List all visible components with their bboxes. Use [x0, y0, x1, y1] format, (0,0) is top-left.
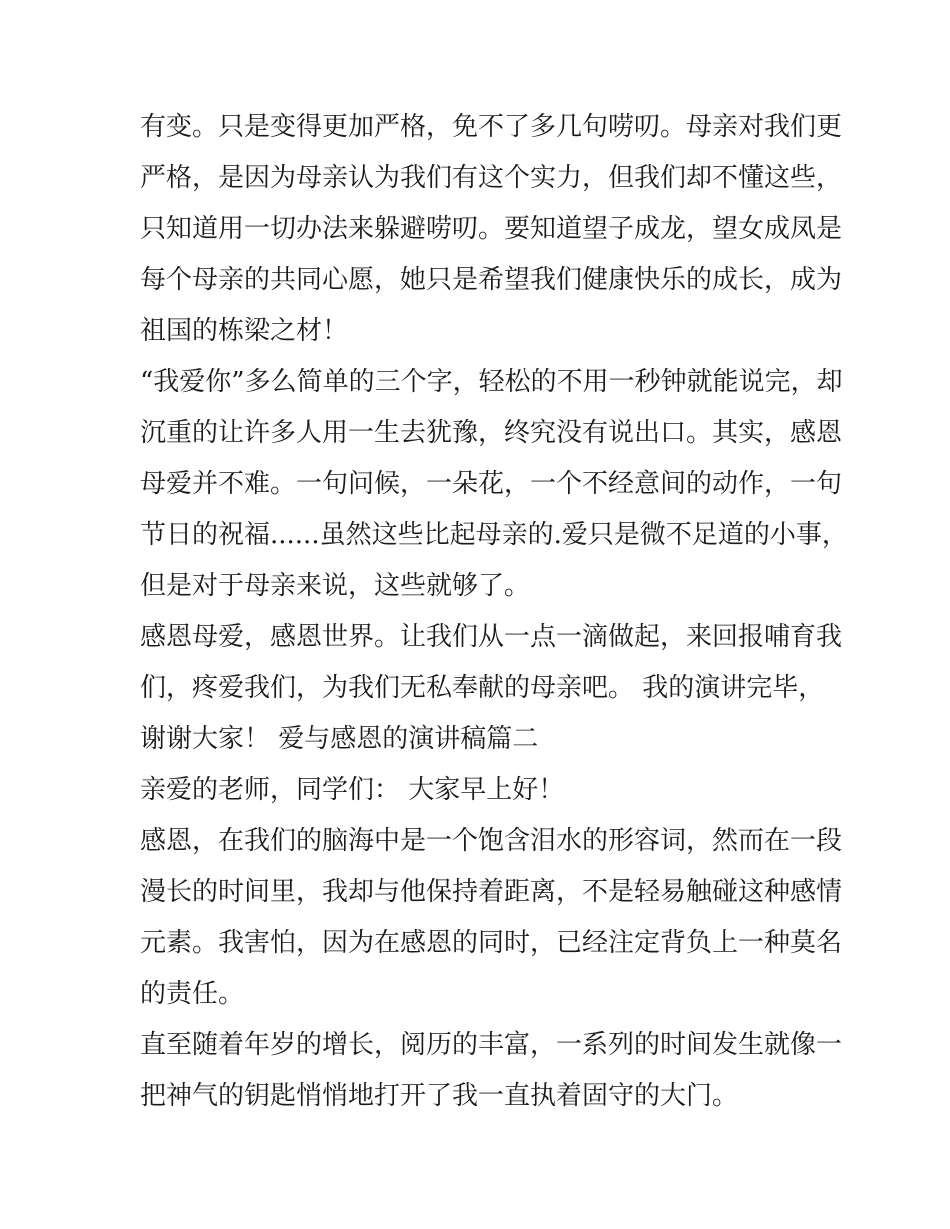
text-line-20: 把神气的钥匙悄悄地打开了我一直执着固守的大门。 [140, 1081, 739, 1111]
text-line-19: 直至随着年岁的增长，阅历的丰富，一系列的时间发生就像一 [140, 1030, 843, 1060]
text-line-14: 亲爱的老师，同学们： 大家早上好！ [140, 775, 565, 805]
text-line-13: 谢谢大家！ 爱与感恩的演讲稿篇二 [140, 724, 539, 754]
text-line-10: 但是对于母亲来说，这些就够了。 [140, 571, 531, 601]
text-line-6: “我爱你”多么简单的三个字，轻松的不用一秒钟就能说完，却 [140, 367, 843, 397]
text-line-3: 只知道用一切办法来躲避唠叨。要知道望子成龙，望女成凤是 [140, 214, 843, 244]
text-line-7: 沉重的让许多人用一生去犹豫，终究没有说出口。其实，感恩 [140, 418, 843, 448]
text-line-17: 元素。我害怕，因为在感恩的同时，已经注定背负上一种莫名 [140, 928, 843, 958]
text-line-16: 漫长的时间里，我却与他保持着距离，不是轻易触碰这种感情 [140, 877, 843, 907]
text-line-11: 感恩母爱，感恩世界。让我们从一点一滴做起，来回报哺育我 [140, 622, 843, 652]
text-line-1: 有变。只是变得更加严格，免不了多几句唠叨。母亲对我们更 [140, 112, 843, 142]
document-body [140, 102, 848, 1122]
text-line-4: 每个母亲的共同心愿，她只是希望我们健康快乐的成长，成为 [140, 265, 843, 295]
text-line-8: 母爱并不难。一句问候，一朵花，一个不经意间的动作，一句 [140, 469, 843, 499]
text-line-5: 祖国的栋梁之材！ [140, 316, 349, 346]
text-line-9: 节日的祝福......虽然这些比起母亲的.爱只是微不足道的小事， [140, 520, 848, 550]
text-line-18: 的责任。 [140, 979, 245, 1009]
text-line-15: 感恩，在我们的脑海中是一个饱含泪水的形容词，然而在一段 [140, 826, 843, 856]
text-line-2: 严格，是因为母亲认为我们有这个实力，但我们却不懂这些， [140, 163, 843, 193]
text-line-12: 们，疼爱我们，为我们无私奉献的母亲吧。 我的演讲完毕， [140, 673, 825, 703]
